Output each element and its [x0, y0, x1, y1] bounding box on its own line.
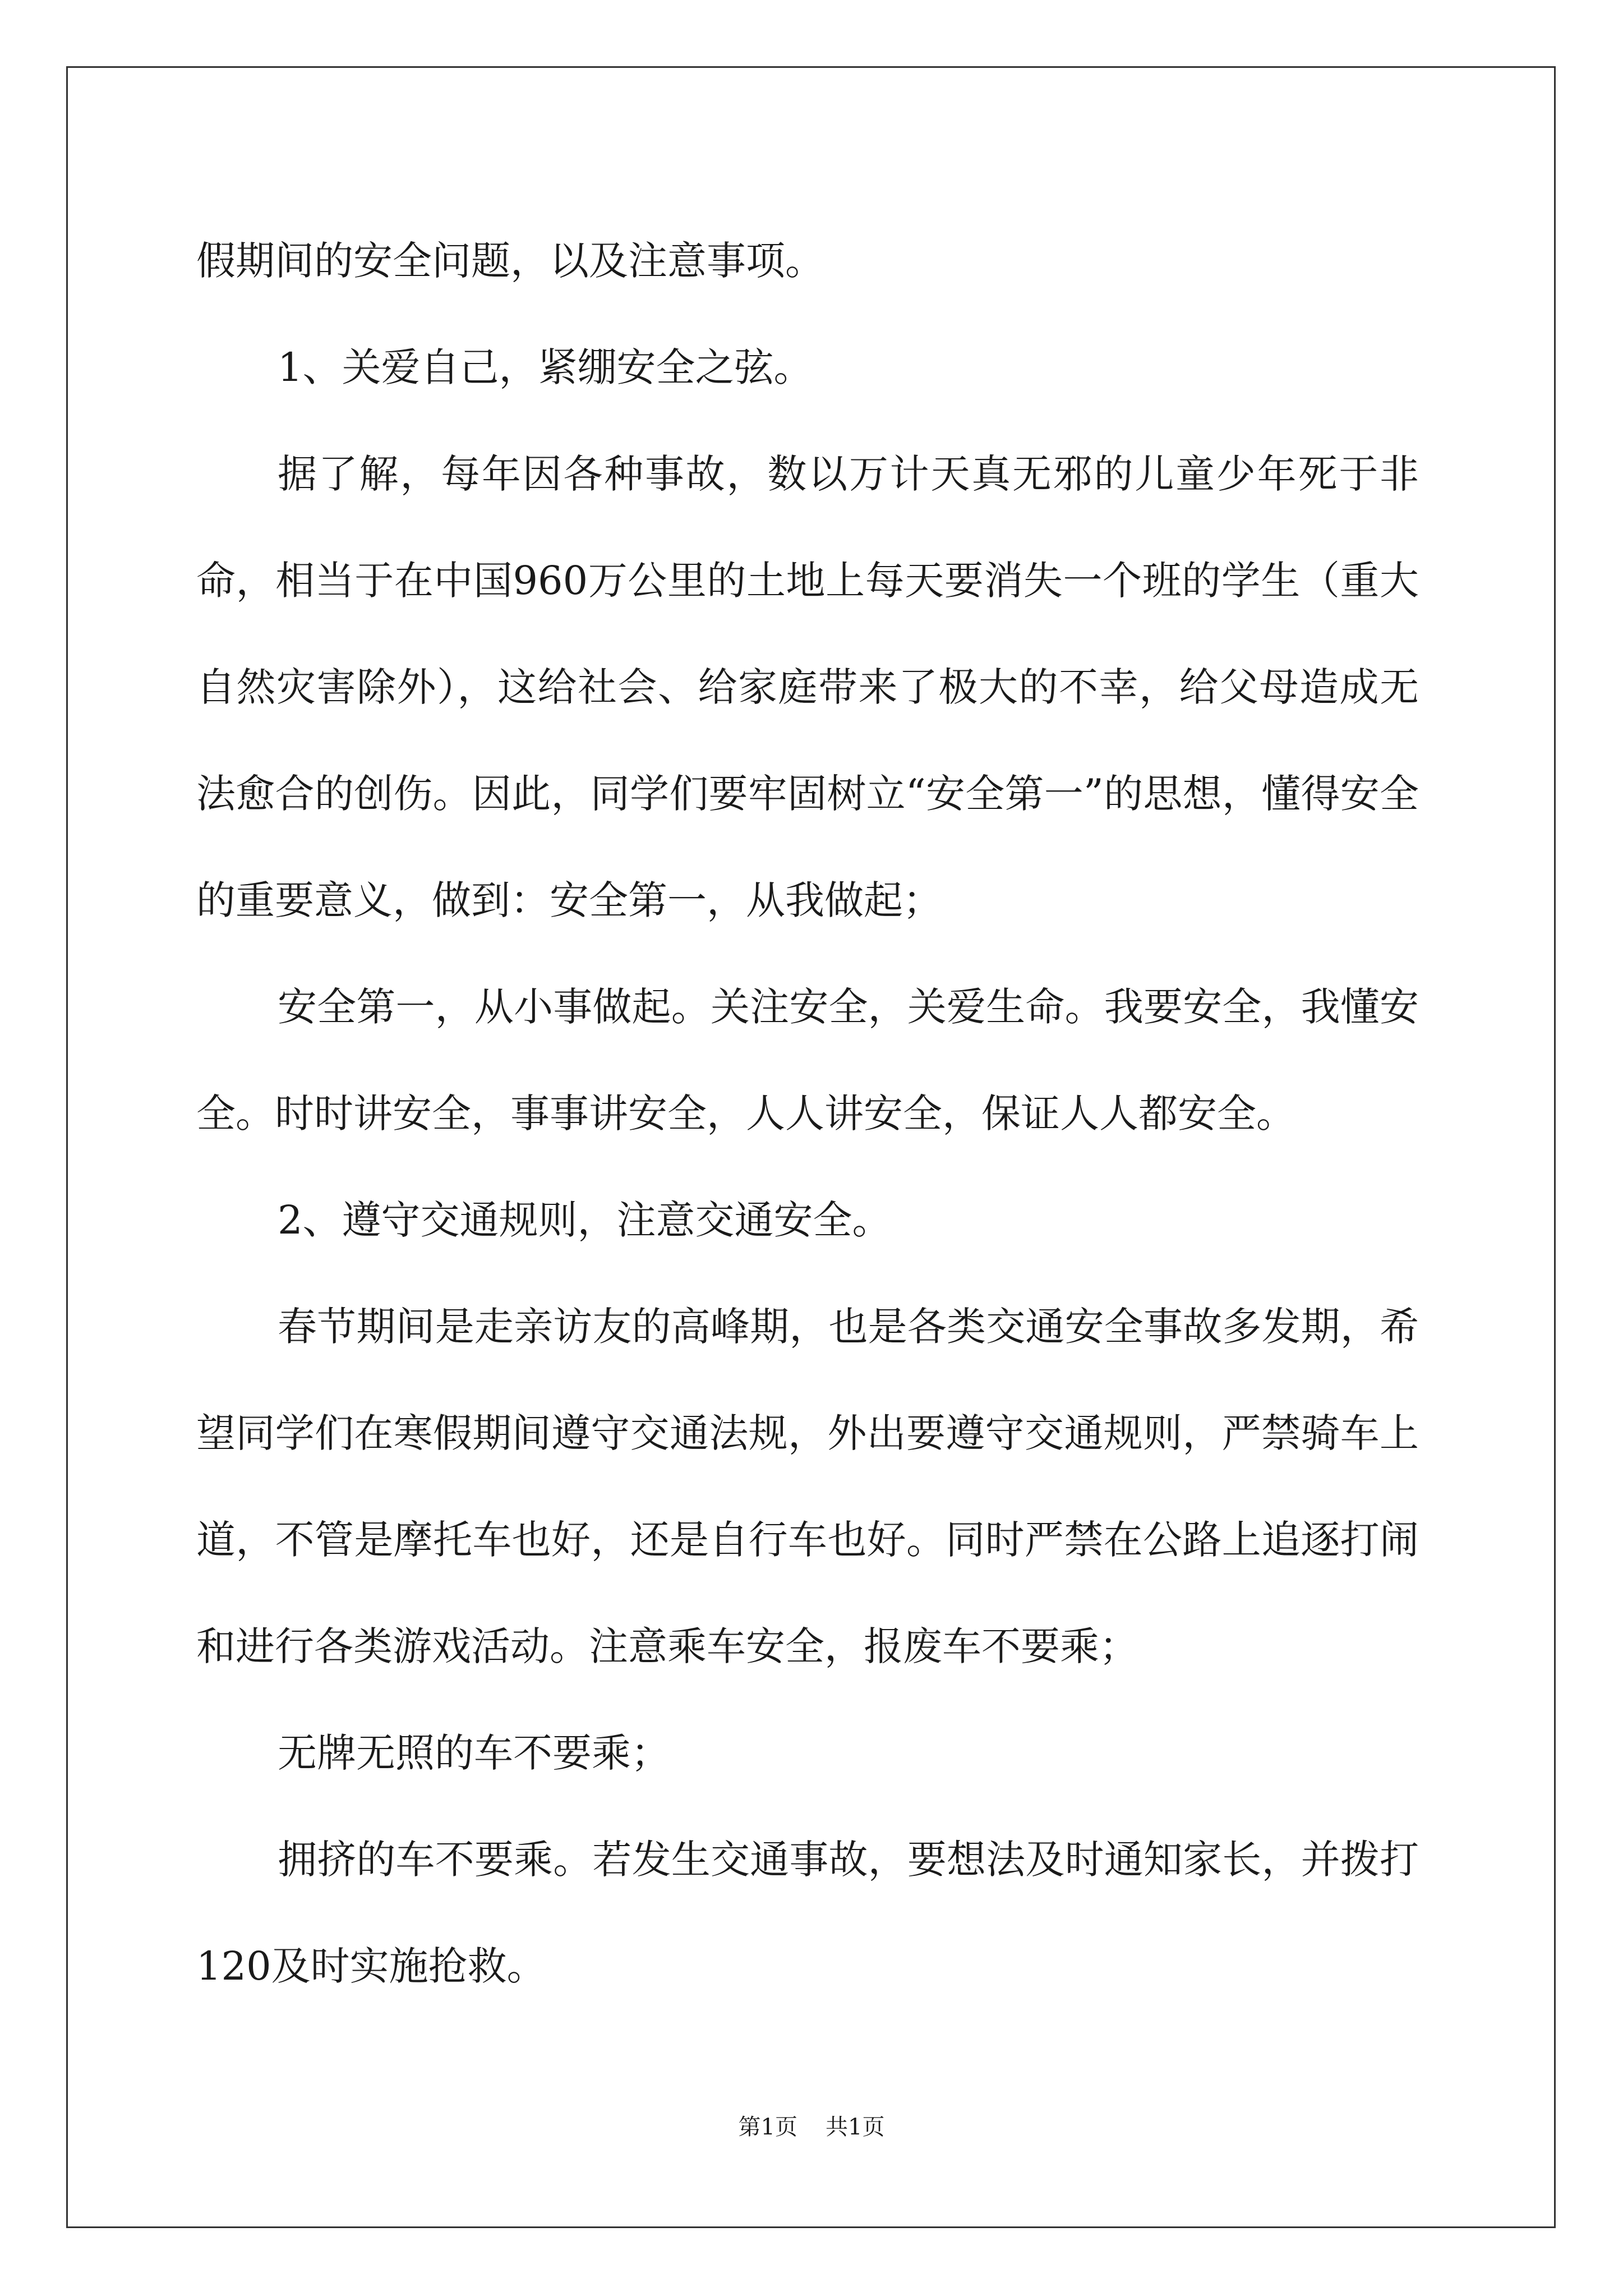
paragraph-8: 拥挤的车不要乘。若发生交通事故，要想法及时通知家长，并拨打120及时实施抢救。 [196, 1837, 1419, 1989]
paragraph-3: 据了解，每年因各种事故，数以万计天真无邪的儿童少年死于非命，相当于在中国960万公里的土地上每天要消失一个班的学生（重大自然灾害除外），这给社会、给家庭带来了极大的不幸，给父母造成无法愈合的创伤。因此，同学们要牢固树立“安全第一”的思想，懂得安全的重要意义，做到：安全第一，从我做起； [196, 451, 1419, 923]
page-total: 共1页 [826, 2114, 885, 2140]
paragraph-4: 安全第一，从小事做起。关注安全，关爱生命。我要安全，我懂安全。时时讲安全，事事讲安全，人人讲安全，保证人人都安全。 [196, 984, 1419, 1137]
paragraph-7: 无牌无照的车不要乘； [278, 1730, 670, 1776]
paragraph-2: 1、关爱自己，紧绷安全之弦。 [278, 344, 813, 390]
document-body [196, 208, 1419, 2019]
paragraph-5: 2、遵守交通规则，注意交通安全。 [278, 1197, 892, 1243]
paragraph-1: 假期间的安全问题，以及注意事项。 [196, 238, 824, 284]
page-number: 第1页 [738, 2114, 797, 2140]
paragraph-6: 春节期间是走亲访友的高峰期，也是各类交通安全事故多发期，希望同学们在寒假期间遵守交通法规，外出要遵守交通规则，严禁骑车上道，不管是摩托车也好，还是自行车也好。同时严禁在公路上追逐打闹和进行各类游戏活动。注意乘车安全，报废车不要乘； [196, 1304, 1419, 1669]
page-footer [0, 2109, 1623, 2141]
